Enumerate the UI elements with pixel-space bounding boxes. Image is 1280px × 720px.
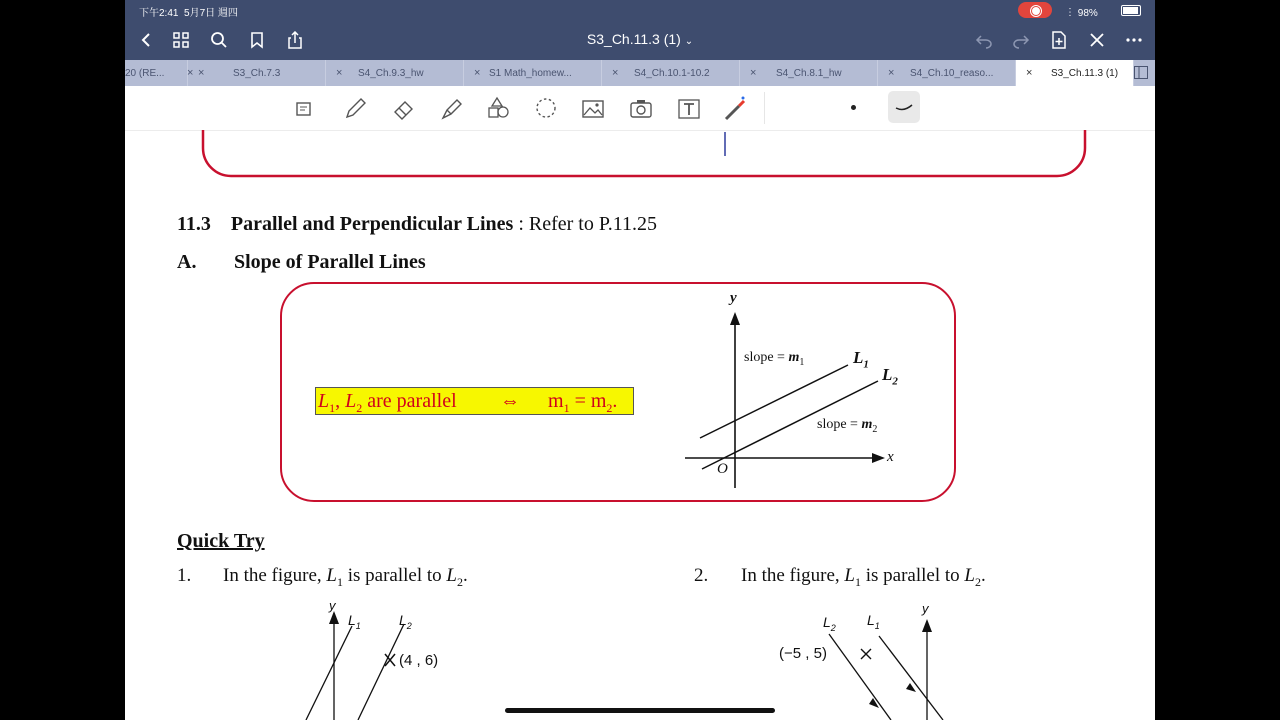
- tab-bar: [125, 60, 1155, 86]
- line-l1-label: $L_1$: [853, 348, 869, 371]
- question-1: 1. In the figure, $L_1$ is parallel to $L_2$.: [177, 565, 468, 589]
- tab-label: S4_Ch.8.1_hw: [776, 68, 842, 79]
- page-icon[interactable]: [291, 96, 317, 122]
- fig1-l1-label: $L_1$: [348, 612, 361, 631]
- wifi-icon: ︙: [1065, 8, 1075, 19]
- subsection-heading: [177, 251, 426, 274]
- status-system-icons: [1065, 4, 1098, 19]
- close-icon[interactable]: ×: [187, 67, 194, 79]
- add-page-button[interactable]: [1048, 29, 1070, 51]
- parallel-lines-figure: [680, 285, 920, 495]
- tab-item-active[interactable]: [1016, 60, 1134, 86]
- tab-item[interactable]: [125, 60, 194, 86]
- undo-icon: [975, 31, 993, 49]
- highlighter-icon[interactable]: [439, 96, 465, 122]
- eraser-icon[interactable]: [391, 96, 417, 122]
- redo-button[interactable]: [1010, 29, 1032, 51]
- fig2-l1-label: $L_1$: [867, 612, 880, 631]
- image-icon[interactable]: [580, 96, 606, 122]
- slope-m1-label: slope = $m_1$: [744, 350, 805, 368]
- close-icon[interactable]: ×: [888, 67, 895, 79]
- text-icon[interactable]: [676, 96, 702, 122]
- fig2-y-label: y: [922, 601, 929, 616]
- sidebar-toggle-button[interactable]: [1134, 66, 1148, 82]
- status-bar: [125, 0, 1155, 20]
- undo-button[interactable]: [973, 29, 995, 51]
- quick-try-heading: Quick Try: [177, 530, 265, 552]
- close-icon[interactable]: ×: [198, 67, 205, 79]
- fig2-l2-label: $L_2$: [823, 614, 836, 633]
- home-indicator[interactable]: [505, 708, 775, 713]
- toolbar-divider: [764, 92, 765, 124]
- close-icon[interactable]: ×: [750, 67, 757, 79]
- close-icon[interactable]: ×: [474, 67, 481, 79]
- redo-icon: [1012, 31, 1030, 49]
- fig1-y-label: y: [329, 598, 336, 613]
- shapes-icon[interactable]: [486, 96, 512, 122]
- document-screen: [125, 0, 1155, 720]
- section-reference: : Refer to P.11.25: [513, 213, 658, 235]
- more-button[interactable]: [1123, 29, 1145, 51]
- tab-label: S1 Math_homew...: [489, 68, 572, 79]
- close-icon[interactable]: ×: [1026, 67, 1033, 79]
- parallel-rule-highlight: $L_1$, $L_2$ are parallel ⇔ $m_1 = m_2$.: [315, 387, 634, 415]
- tab-label: S4_Ch.10_reaso...: [910, 68, 994, 79]
- annotation-toolbar: [125, 86, 1155, 131]
- document-title[interactable]: S3_Ch.11.3 (1) ⌄: [586, 31, 694, 47]
- line-l2-label: $L_2$: [882, 365, 898, 388]
- lasso-icon[interactable]: [533, 96, 559, 122]
- top-box-border: [125, 130, 1155, 180]
- fig2-point-label: (−5 , 5): [779, 645, 827, 662]
- section-number: 11.3: [177, 213, 211, 235]
- laser-icon[interactable]: [723, 96, 749, 122]
- origin-label: O: [717, 461, 728, 477]
- screen-recording-indicator[interactable]: [1018, 2, 1052, 18]
- fig1-l2-label: $L_2$: [399, 612, 412, 631]
- close-icon: [1088, 31, 1106, 49]
- tab-label: S3_Ch.11.3 (1): [1051, 68, 1119, 79]
- chevron-down-icon: ⌄: [684, 36, 694, 47]
- question-2: 2. In the figure, $L_1$ is parallel to $L_2$.: [694, 565, 986, 589]
- section-title: Parallel and Perpendicular Lines: [230, 213, 514, 235]
- tab-item[interactable]: [326, 60, 464, 86]
- y-axis-label: y: [730, 290, 737, 306]
- tab-label: S4_Ch.10.1-10.2: [634, 68, 710, 79]
- close-button[interactable]: [1086, 29, 1108, 51]
- close-icon[interactable]: ×: [612, 67, 619, 79]
- battery-percent: 98%: [1077, 8, 1098, 19]
- navigation-bar: [125, 20, 1155, 60]
- add-page-icon: [1050, 31, 1068, 49]
- tab-label: S3_Ch.7.3: [233, 68, 281, 79]
- stroke-icon: [888, 91, 920, 123]
- tab-item[interactable]: [188, 60, 326, 86]
- tab-item[interactable]: [602, 60, 740, 86]
- sidebar-icon: [1134, 66, 1148, 79]
- more-icon: [1125, 31, 1143, 49]
- close-icon[interactable]: ×: [336, 67, 343, 79]
- question-2-figure: [815, 600, 955, 720]
- tab-item[interactable]: [464, 60, 602, 86]
- battery-icon: [1121, 5, 1141, 16]
- iff-symbol: ⇔: [500, 390, 520, 412]
- fig1-point-label: (4 , 6): [399, 652, 439, 669]
- pen-size-dot[interactable]: [851, 105, 856, 110]
- pen-icon[interactable]: [342, 96, 368, 122]
- subsection-letter: A.: [177, 251, 197, 273]
- section-heading: [177, 213, 657, 236]
- subsection-title: Slope of Parallel Lines: [234, 251, 426, 273]
- status-time: 下午2:41 5月7日 週四: [139, 8, 238, 19]
- tab-label: S4_Ch.9.3_hw: [358, 68, 424, 79]
- stroke-style-button[interactable]: [888, 91, 920, 123]
- tab-label: 20 (RE...: [125, 68, 165, 79]
- camera-icon[interactable]: [628, 96, 654, 122]
- x-axis-label: x: [887, 449, 894, 465]
- tab-item[interactable]: [740, 60, 878, 86]
- slope-m2-label: slope = $m_2$: [817, 417, 878, 435]
- tab-item[interactable]: [878, 60, 1016, 86]
